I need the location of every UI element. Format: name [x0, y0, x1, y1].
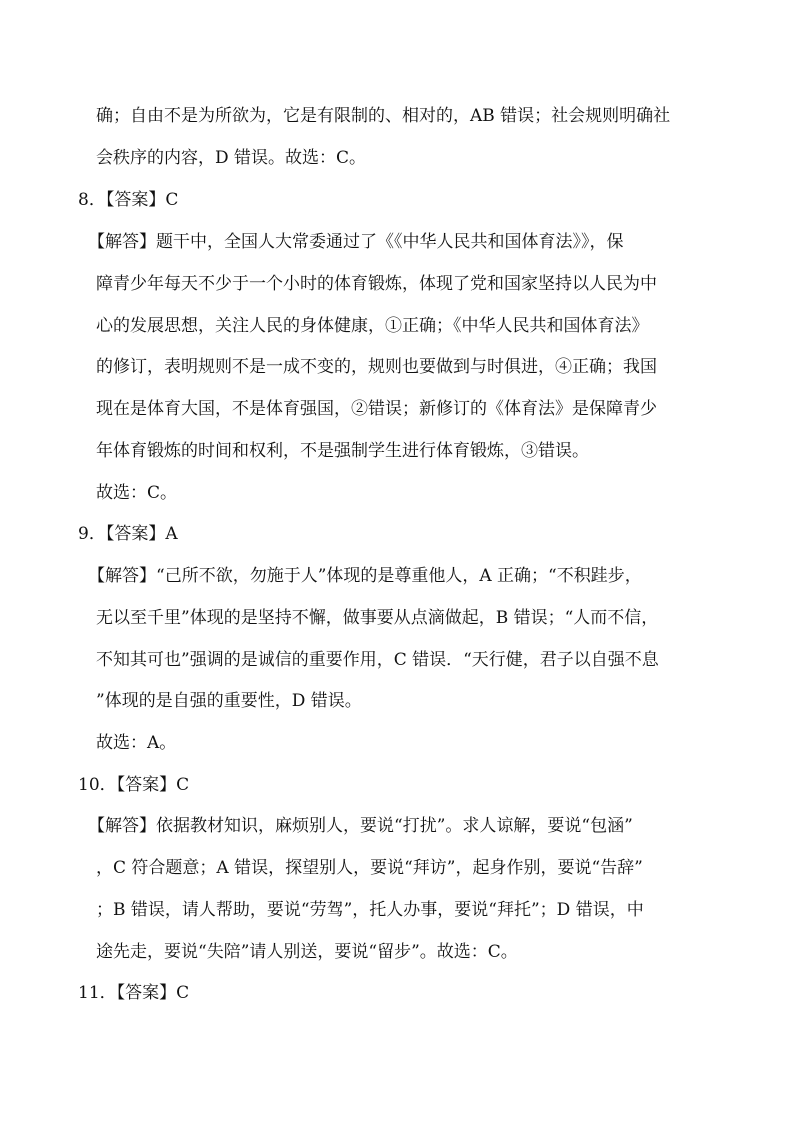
- text-line: 会秩序的内容，D 错误。故选：C。: [96, 148, 367, 168]
- answer-heading-8: 8．【答案】C: [78, 190, 179, 210]
- text-line: 不知其可也”强调的是诚信的重要作用，C 错误．“天行健，君子以自强不息: [96, 650, 659, 670]
- text-line: 年体育锻炼的时间和权利，不是强制学生进行体育锻炼，③错误。: [96, 441, 589, 461]
- answer-heading-10: 10．【答案】C: [78, 775, 190, 795]
- answer-heading-11: 11．【答案】C: [78, 983, 190, 1003]
- solution-line: 【解答】“己所不欲，勿施于人”体现的是尊重他人，A 正确；“不积跬步，: [88, 566, 642, 586]
- text-line: ，C 符合题意；A 错误，探望别人，要说“拜访”，起身作别，要说“告辞”: [96, 858, 643, 878]
- text-line: 的修订，表明规则不是一成不变的，规则也要做到与时俱进，④正确；我国: [96, 357, 657, 377]
- solution-line: 【解答】题干中，全国人大常委通过了《《中华人民共和国体育法》》，保: [88, 232, 624, 252]
- text-line: 无以至千里”体现的是坚持不懈，做事要从点滴做起，B 错误；“人而不信，: [96, 608, 659, 628]
- text-line: 现在是体育大国，不是体育强国，②错误；新修订的《体育法》是保障青少: [96, 399, 657, 419]
- text-line: ；B 错误，请人帮助，要说“劳驾”，托人办事，要说“拜托”；D 错误，中: [96, 900, 644, 920]
- text-line: 途先走，要说“失陪”请人别送，要说“留步”。故选：C。: [96, 942, 518, 962]
- conclusion-line: 故选：C。: [96, 483, 178, 503]
- text-line: 障青少年每天不少于一个小时的体育锻炼，体现了党和国家坚持以人民为中: [96, 274, 657, 294]
- conclusion-line: 故选：A。: [96, 733, 177, 753]
- text-line: 心的发展思想，关注人民的身体健康，①正确；《中华人民共和国体育法》: [96, 316, 649, 336]
- text-line: 确；自由不是为所欲为，它是有限制的、相对的，AB 错误；社会规则明确社: [96, 106, 671, 126]
- solution-line: 【解答】依据教材知识，麻烦别人，要说“打扰”。求人谅解，要说“包涵”: [88, 816, 633, 836]
- answer-heading-9: 9．【答案】A: [78, 524, 178, 544]
- text-line: ”体现的是自强的重要性，D 错误。: [96, 691, 362, 711]
